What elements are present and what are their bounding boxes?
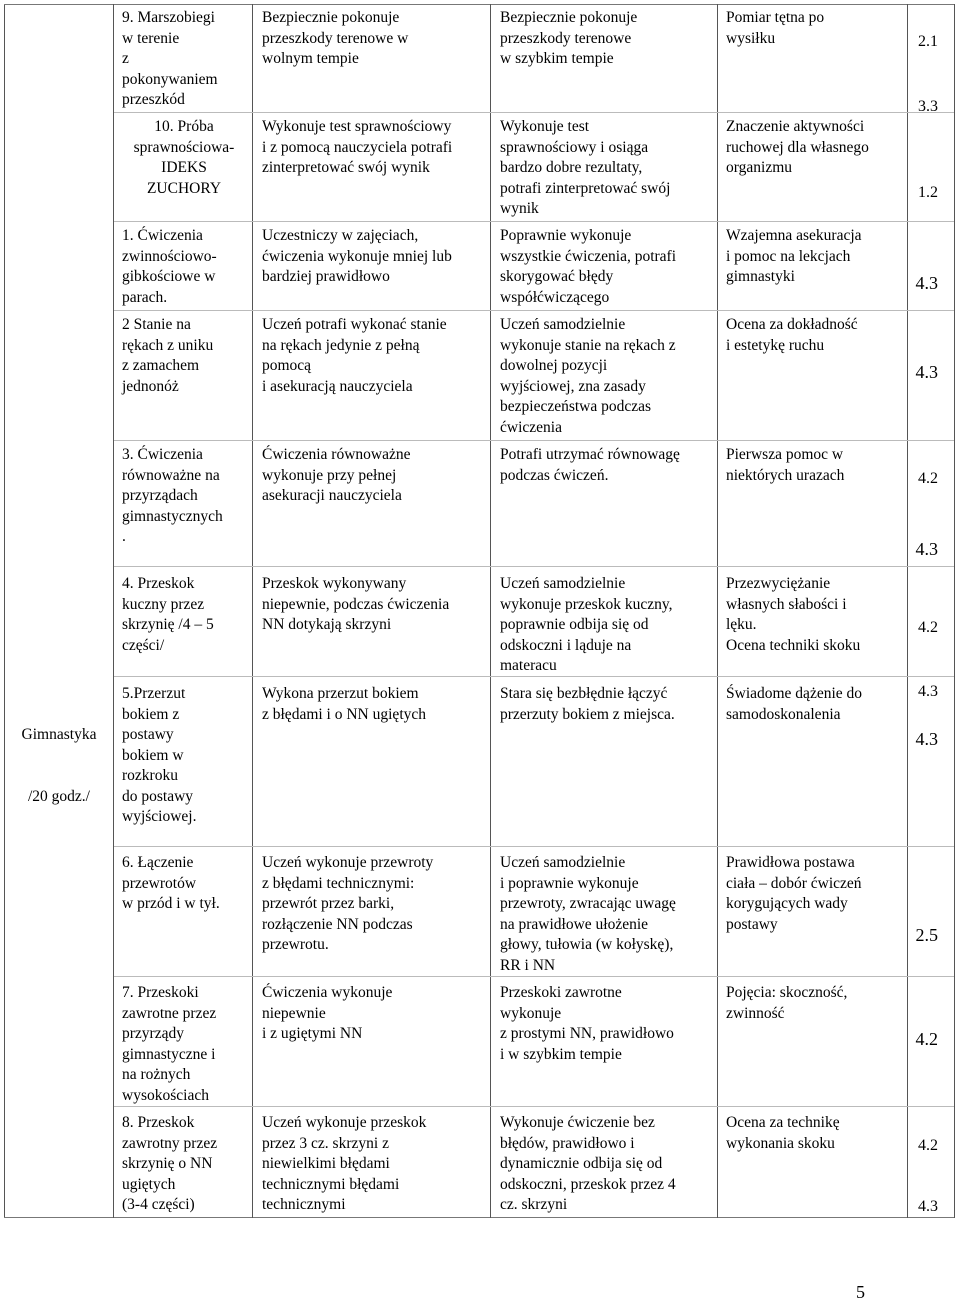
values-cell: Znaczenie aktywności ruchowej dla własnego organizmu: [726, 118, 869, 176]
extended-requirements-cell: Wykonuje test sprawnościowy i osiąga bardzo dobre rezultaty, potrafi zinterpretować swój wynik: [500, 118, 671, 217]
column-separator: [717, 4, 718, 1218]
column-separator: [113, 4, 114, 1218]
subject-label: Gimnastyka: [21, 726, 97, 743]
basic-requirements-cell: Wykonuje test sprawnościowy i z pomocą nauczyciela potrafi zinterpretować swój wynik: [262, 118, 453, 176]
topic-cell: 4. Przeskok kuczny przez skrzynię /4 – 5 części/: [122, 575, 214, 654]
basic-requirements-cell: Bezpiecznie pokonuje przeszkody terenowe w wolnym tempie: [262, 9, 409, 67]
column-separator: [252, 4, 253, 1218]
row-separator: [114, 440, 954, 441]
extended-requirements-cell: Stara się bezbłędnie łączyć przerzuty bokiem z miejsca.: [500, 685, 675, 723]
table-border-bottom: [4, 1217, 954, 1218]
curriculum-codes: [908, 443, 942, 585]
curriculum-codes: [908, 1003, 942, 1075]
curriculum-code: 1.2: [918, 184, 938, 201]
row-separator: [114, 976, 954, 977]
curriculum-code: 4.3: [915, 729, 938, 749]
curriculum-codes: [908, 157, 942, 229]
row-separator: [114, 310, 954, 311]
table-border-left: [4, 4, 5, 1218]
extended-requirements-cell: Potrafi utrzymać równowagę podczas ćwiczeń.: [500, 446, 680, 484]
values-cell: Ocena za technikę wykonania skoku: [726, 1114, 840, 1152]
basic-requirements-cell: Wykona przerzut bokiem z błędami i o NN ugiętych: [262, 685, 426, 723]
curriculum-code: 2.5: [915, 925, 938, 945]
curriculum-codes: [908, 1110, 942, 1243]
basic-requirements-cell: Uczeń wykonuje przeskok przez 3 cz. skrzyni z niewielkimi błędami technicznymi błędami technicznymi: [262, 1114, 427, 1213]
topic-cell: 9. Marszobiegi w terenie z pokonywaniem przeszkód: [122, 9, 218, 108]
extended-requirements-cell: Poprawnie wykonuje wszystkie ćwiczenia, potrafi skorygować błędy współćwiczącego: [500, 227, 677, 306]
basic-requirements-cell: Uczestniczy w zajęciach, ćwiczenia wykonuje mniej lub bardziej prawidłowo: [262, 227, 452, 285]
topic-cell: 1. Ćwiczenia zwinnościowo- gibkościowe w parach.: [122, 227, 217, 306]
table-border-top: [4, 4, 954, 5]
topic-cell: 5.Przerzut bokiem z postawy bokiem w rozkroku do postawy wyjściowej.: [122, 685, 197, 825]
row-separator: [114, 112, 954, 113]
row-separator: [114, 846, 954, 847]
topic-cell: 6. Łączenie przewrotów w przód i w tył.: [122, 854, 220, 912]
curriculum-codes: [908, 247, 942, 319]
curriculum-code: 4.3: [918, 1198, 938, 1215]
curriculum-code: 4.2: [918, 619, 938, 636]
curriculum-code: 4.3: [918, 683, 938, 700]
values-cell: Przezwyciężanie własnych słabości i lęku. Ocena techniki skoku: [726, 575, 861, 654]
basic-requirements-cell: Ćwiczenia równoważne wykonuje przy pełnej asekuracji nauczyciela: [262, 446, 411, 504]
extended-requirements-cell: Uczeń samodzielnie i poprawnie wykonuje przewroty, zwracając uwagę na prawidłowe ułożenie głowy, tułowia (w kołyskę), RR i NN: [500, 854, 676, 974]
column-separator: [490, 4, 491, 1218]
topic-cell: 3. Ćwiczenia równoważne na przyrządach gimnastycznych .: [122, 446, 223, 545]
basic-requirements-cell: Uczeń potrafi wykonać stanie na rękach jedynie z pełną pomocą i asekuracją nauczyciela: [262, 316, 447, 395]
values-cell: Pomiar tętna po wysiłku: [726, 9, 825, 47]
values-cell: Pojęcia: skoczność, zwinność: [726, 984, 848, 1022]
curriculum-codes: [908, 703, 942, 775]
values-cell: Wzajemna asekuracja i pomoc na lekcjach gimnastyki: [726, 227, 862, 285]
hours-label: /20 godz./: [28, 788, 90, 805]
topic-cell: 10. Próba sprawnościowa- IDEKS ZUCHORY: [133, 118, 235, 197]
page-number: 5: [856, 1282, 865, 1302]
curriculum-codes: [908, 6, 942, 143]
topic-cell: 8. Przeskok zawrotny przez skrzynię o NN ugiętych (3-4 części): [122, 1114, 218, 1213]
curriculum-code: 4.3: [915, 539, 938, 559]
basic-requirements-cell: Przeskok wykonywany niepewnie, podczas ćwiczenia NN dotykają skrzyni: [262, 575, 450, 633]
extended-requirements-cell: Wykonuje ćwiczenie bez błędów, prawidłowo i dynamicznie odbija się od odskoczni, przeskok przez 4 cz. skrzyni: [500, 1114, 676, 1213]
values-cell: Pierwsza pomoc w niektórych urazach: [726, 446, 845, 484]
basic-requirements-cell: Ćwiczenia wykonuje niepewnie i z ugiętymi NN: [262, 984, 393, 1042]
row-separator: [114, 566, 954, 567]
topic-cell: 2 Stanie na rękach z uniku z zamachem jednonóż: [122, 316, 214, 395]
curriculum-code: 4.3: [915, 362, 938, 382]
curriculum-code: 4.3: [915, 273, 938, 293]
curriculum-code: 3.3: [918, 98, 938, 115]
values-cell: Prawidłowa postawa ciała – dobór ćwiczeń korygujących wady postawy: [726, 854, 862, 933]
values-cell: Świadome dążenie do samodoskonalenia: [726, 685, 863, 723]
row-separator: [114, 221, 954, 222]
table-border-right: [954, 4, 955, 1218]
basic-requirements-cell: Uczeń wykonuje przewroty z błędami technicznymi: przewrót przez barki, rozłączenie NN podczas przewrotu.: [262, 854, 434, 953]
curriculum-code: 4.2: [918, 470, 938, 487]
topic-cell: 7. Przeskoki zawrotne przez przyrządy gimnastyczne i na rożnych wysokościach: [122, 984, 217, 1104]
extended-requirements-cell: Przeskoki zawrotne wykonuje z prostymi NN, prawidłowo i w szybkim tempie: [500, 984, 674, 1063]
extended-requirements-cell: Uczeń samodzielnie wykonuje stanie na rękach z dowolnej pozycji wyjściowej, zna zasady bezpieczeństwa podczas ćwiczenia: [500, 316, 676, 436]
row-separator: [114, 1106, 954, 1107]
curriculum-code: 2.1: [918, 33, 938, 50]
curriculum-codes: [908, 336, 942, 408]
curriculum-code: 4.2: [918, 1137, 938, 1154]
extended-requirements-cell: Bezpiecznie pokonuje przeszkody terenowe w szybkim tempie: [500, 9, 638, 67]
extended-requirements-cell: Uczeń samodzielnie wykonuje przeskok kuczny, poprawnie odbija się od odskoczni i ląduje na materacu: [500, 575, 673, 674]
curriculum-code: 4.2: [915, 1029, 938, 1049]
values-cell: Ocena za dokładność i estetykę ruchu: [726, 316, 858, 354]
curriculum-codes: [908, 899, 942, 971]
